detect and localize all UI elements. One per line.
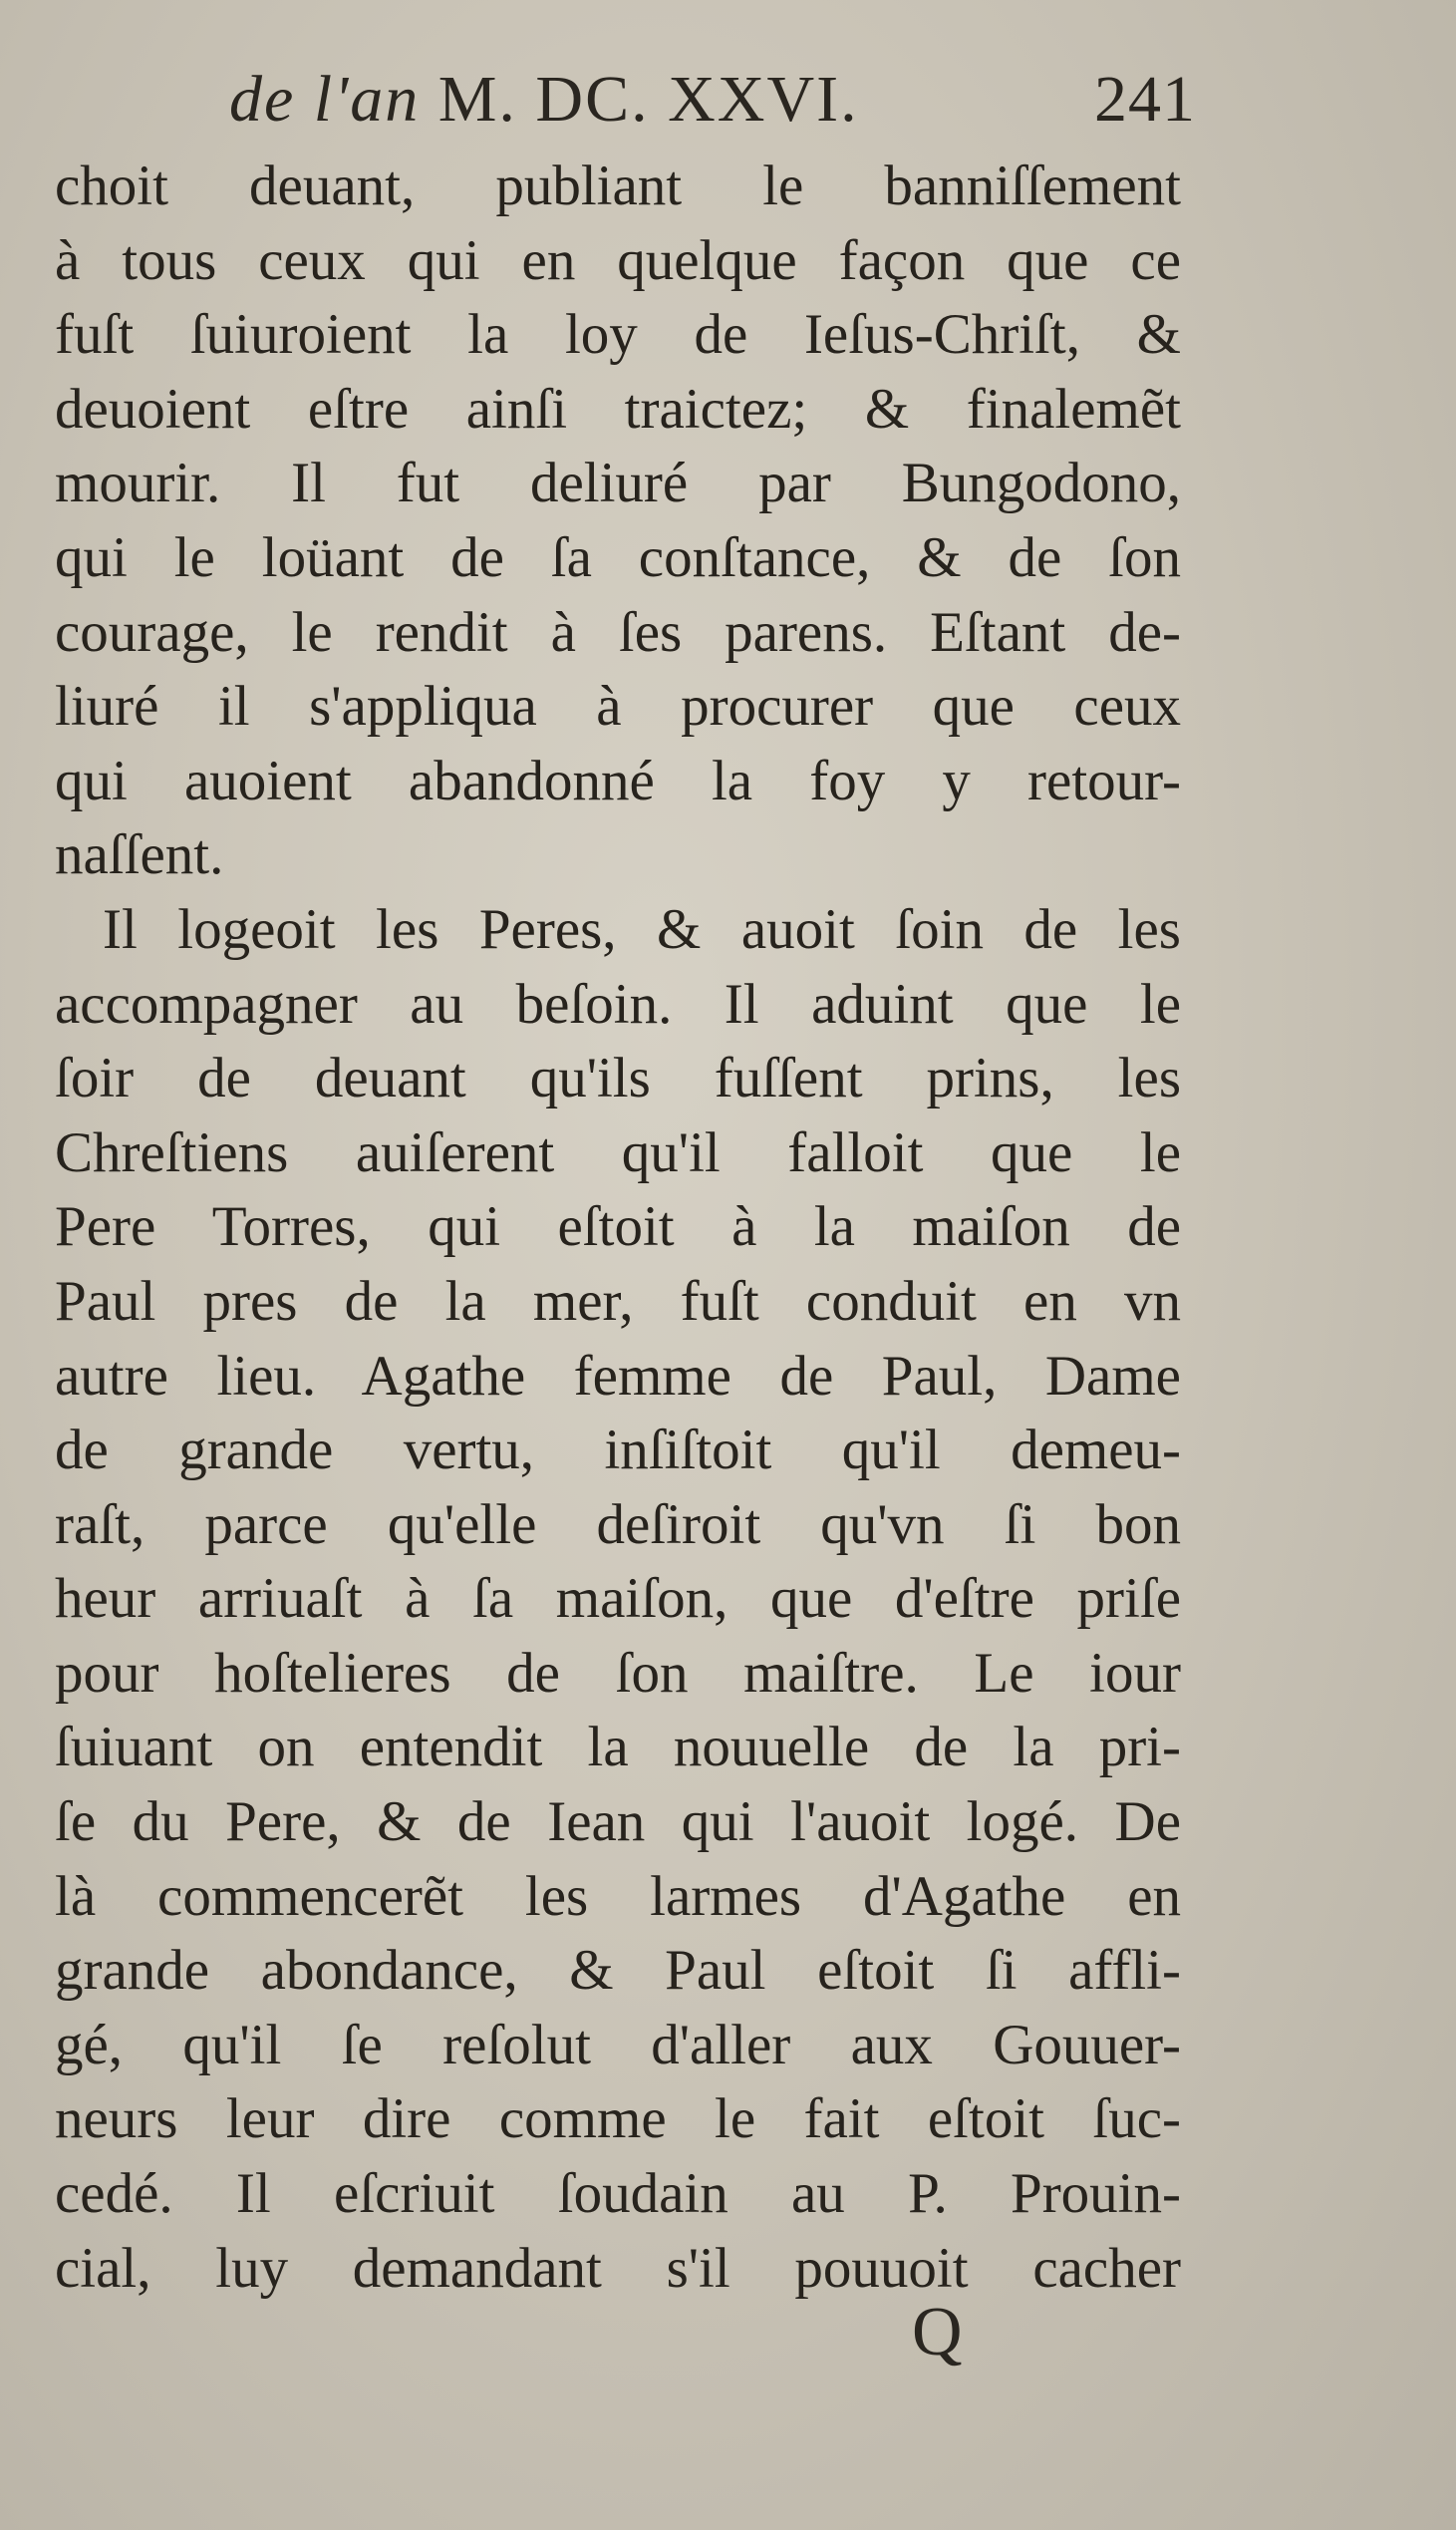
text-line: ſoir de deuant qu'ils fuſſent prins, les: [55, 1047, 1181, 1110]
text-line-paragraph-end: naſſent.: [55, 823, 224, 887]
text-line: ſuiuant on entendit la nouuelle de la pri-: [55, 1716, 1181, 1779]
page-header: [199, 62, 1196, 152]
text-line: grande abondance, & Paul eſtoit ſi affli-: [55, 1939, 1181, 2003]
text-line: Pere Torres, qui eſtoit à la maiſon de: [55, 1195, 1181, 1259]
text-line: de grande vertu, inſiſtoit qu'il demeu-: [55, 1419, 1181, 1482]
text-line: Chreſtiens auiſerent qu'il falloit que le: [55, 1120, 1181, 1184]
text-line: pour hoſtelieres de ſon maiſtre. Le iour: [55, 1641, 1181, 1705]
page-number: 241: [1094, 63, 1196, 136]
text-line: qui le loüant de ſa conſtance, & de ſon: [55, 525, 1181, 589]
running-head-italic: de l'an: [229, 63, 421, 136]
running-head-year: M. DC. XXVI.: [420, 63, 859, 136]
text-line: neurs leur dire comme le fait eſtoit ſuc-: [55, 2087, 1181, 2151]
text-line: choit deuant, publiant le banniſſement: [55, 155, 1181, 217]
text-line: fuſt ſuiuroient la loy de Ieſus-Chriſt, &: [55, 303, 1181, 367]
text-line: autre lieu. Agathe femme de Paul, Dame: [55, 1344, 1181, 1408]
text-line: Paul pres de la mer, fuſt conduit en vn: [55, 1269, 1181, 1333]
text-line: à tous ceux qui en quelque façon que ce: [55, 228, 1181, 292]
text-line: qui auoient abandonné la foy y retour-: [55, 749, 1181, 812]
text-line: gé, qu'il ſe reſolut d'aller aux Gouuer-: [55, 2013, 1181, 2076]
text-line: ſe du Pere, & de Iean qui l'auoit logé. De: [55, 1790, 1181, 1854]
text-line: deuoient eſtre ainſi traictez; & finalemẽt: [55, 377, 1181, 441]
text-line: mourir. Il fut deliuré par Bungodono,: [55, 452, 1181, 515]
body-text: [55, 150, 1181, 2306]
text-line: accompagner au beſoin. Il aduint que le: [55, 972, 1181, 1036]
text-line: liuré il s'appliqua à procurer que ceux: [55, 675, 1181, 739]
catchword: Q: [912, 2294, 963, 2371]
text-line: heur arriuaſt à ſa maiſon, que d'eſtre priſe: [55, 1567, 1181, 1631]
text-line: là commencerẽt les larmes d'Agathe en: [55, 1864, 1181, 1928]
text-line: raſt, parce qu'elle deſiroit qu'vn ſi bon: [55, 1492, 1181, 1556]
text-line: courage, le rendit à ſes parens. Eſtant de-: [55, 600, 1181, 664]
text-line: cial, luy demandant s'il pouuoit cacher: [55, 2236, 1181, 2300]
text-line: cedé. Il eſcriuit ſoudain au P. Prouin-: [55, 2162, 1181, 2226]
text-line-paragraph-start: Il logeoit les Peres, & auoit ſoin de les: [103, 897, 1181, 961]
running-head: [229, 62, 859, 138]
